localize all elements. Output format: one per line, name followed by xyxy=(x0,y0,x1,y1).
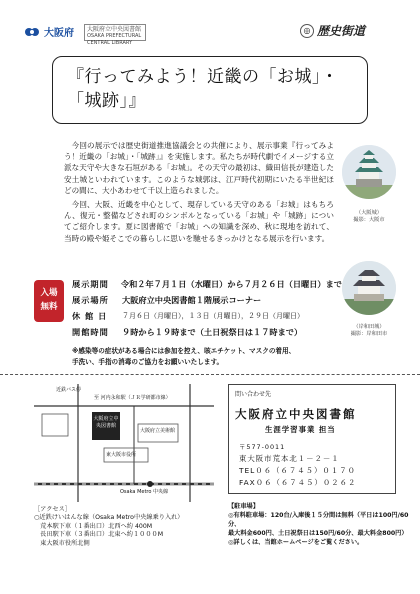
rekishi-kaido-logo xyxy=(300,22,365,39)
library-logo xyxy=(84,24,146,46)
contact-section: 生涯学習事業 担当 xyxy=(265,425,336,434)
parking-line3: ◎詳しくは、当館ホームページをご覧ください。 xyxy=(228,539,364,546)
caption2-line2: 撮影：岸和田市 xyxy=(350,331,388,337)
kishiwada-castle-photo xyxy=(342,261,396,315)
map-label-jr: 至 河内永和駅（ＪＲ学研都市線） xyxy=(94,395,171,401)
access-line3: 長田駅下車（３番出口）北東へ約１０００M xyxy=(34,531,164,539)
access-directions xyxy=(34,506,214,548)
info-value: 大阪府立中央図書館１階展示コーナー xyxy=(122,294,262,305)
info-row-location xyxy=(72,292,342,308)
contact-name: 大阪府立中央図書館 xyxy=(235,407,357,421)
notice-line2: 手洗い、手指の消毒のご協力をお願いいたします。 xyxy=(72,358,224,366)
info-row-period xyxy=(72,276,342,292)
caption1-line1: （大阪城） xyxy=(356,210,382,216)
section-divider xyxy=(0,374,420,375)
map-label-museum: 大阪府立美術館 xyxy=(140,428,176,434)
caption2-line1: （岸和田城） xyxy=(353,324,385,330)
parking-title: 【駐車場】 xyxy=(228,503,259,510)
description-text xyxy=(64,140,334,247)
access-line1: ○近鉄けいはんな線（Osaka Metro中央線乗り入れ） xyxy=(34,514,184,522)
free-admission-badge xyxy=(34,280,64,322)
info-value: ９時から１９時まで（土日祝祭日は１７時まで） xyxy=(122,326,303,337)
map-label-subway: Osaka Metro 中央線 xyxy=(120,489,169,495)
title-line2: 「城跡」』 xyxy=(67,91,146,111)
info-row-closed xyxy=(72,308,342,324)
contact-fax: FAX０６（６７４５）０２６２ xyxy=(239,478,357,487)
osaka-castle-caption xyxy=(336,209,402,223)
parking-line1: ◎有料駐車場：120台/入庫後１５分間は無料（平日は100円/60分、 xyxy=(228,512,409,528)
map-label-busstop: 近鉄バス停 xyxy=(56,387,82,393)
info-label: 展示場所 xyxy=(72,294,109,305)
library-logo-line2: OSAKA PREFECTURAL CENTRAL LIBRARY xyxy=(87,33,142,46)
contact-postal: 〒577-0011 xyxy=(239,443,286,451)
health-notice xyxy=(72,346,372,368)
description-paragraph-1: 今回の展示では歴史街道推進協議会との共催により、展示事業『行ってみよう！近畿の「お城」・「城跡」』を実施します。私たちが時代劇でイメージする立派な天守や大きな石垣がある「お城」。その天守の最初は、織田信長が建造した安土城といわれています。このような城郭は、江戸時代初期にいたる半世紀ほどの間に、大小あわせて千以上造られました。 xyxy=(64,141,334,195)
contact-label: 問い合わせ先 xyxy=(235,391,272,398)
access-map xyxy=(34,384,214,502)
info-label: 展示期間 xyxy=(72,278,109,289)
access-title: ［アクセス］ xyxy=(34,506,71,513)
kishiwada-castle-caption xyxy=(336,323,402,337)
title-line1: 『行ってみよう！近畿の「お城」・ xyxy=(67,67,339,87)
library-logo-line1: 大阪府立中央図書館 xyxy=(87,26,142,33)
rekishi-emblem-icon: ◎ xyxy=(300,24,314,38)
header xyxy=(0,0,420,58)
access-line2: 荒本駅下車（１番出口）北西へ約 400M xyxy=(34,522,153,530)
exhibition-info xyxy=(72,276,342,340)
info-value: 令和２年７月１日（水曜日）から７月２６日（日曜日）まで xyxy=(120,278,342,289)
contact-box xyxy=(228,384,396,494)
description-paragraph-2: 今回、大阪、近畿を中心として、現存している天守のある「お城」はもちろん、復元・整備などされ町のシンボルとなっている「お城」や「城跡」についてご紹介します。夏に図書館で「お城」への知識を深め、秋に現地を訪れて、当時の殿や姫そこでの暮らしに思いを馳せるきっかけとなる展示を行います。 xyxy=(64,200,334,243)
badge-line2: 無料 xyxy=(40,302,58,312)
osaka-castle-photo xyxy=(342,145,396,199)
notice-line1: ※感染等の症状がある場合には参加を控え、咳エチケット、マスクの着用、 xyxy=(72,347,296,355)
parking-info xyxy=(228,502,412,547)
contact-address: 東大阪市荒本北１－２－１ xyxy=(239,454,340,463)
badge-line1: 入場 xyxy=(40,288,58,298)
osaka-logo-text: 大阪府 xyxy=(44,28,74,39)
contact-tel: TEL０６（６７４５）０１７０ xyxy=(239,466,356,475)
map-label-cityhall: 東大阪市役所 xyxy=(106,452,137,458)
rekishi-logo-text: 歴史街道 xyxy=(317,24,366,38)
info-value: ７月６日（月曜日），１３日（月曜日），２９日（月曜日） xyxy=(122,312,304,320)
parking-line2: 最大料金600円、土日祝祭日は150円/60分、最大料金800円） xyxy=(228,530,408,537)
caption1-line2: 撮影：大阪市 xyxy=(353,217,385,223)
access-line4: 東大阪市役所北側 xyxy=(34,539,90,547)
osaka-pref-logo xyxy=(24,24,74,39)
info-label: 開館時間 xyxy=(72,326,109,337)
info-row-hours xyxy=(72,324,342,340)
exhibition-title-box xyxy=(52,56,368,124)
info-label: 休 館 日 xyxy=(72,310,108,321)
map-label-library: 大阪府立中央図書館 xyxy=(93,416,119,429)
osaka-emblem-icon xyxy=(24,26,40,38)
